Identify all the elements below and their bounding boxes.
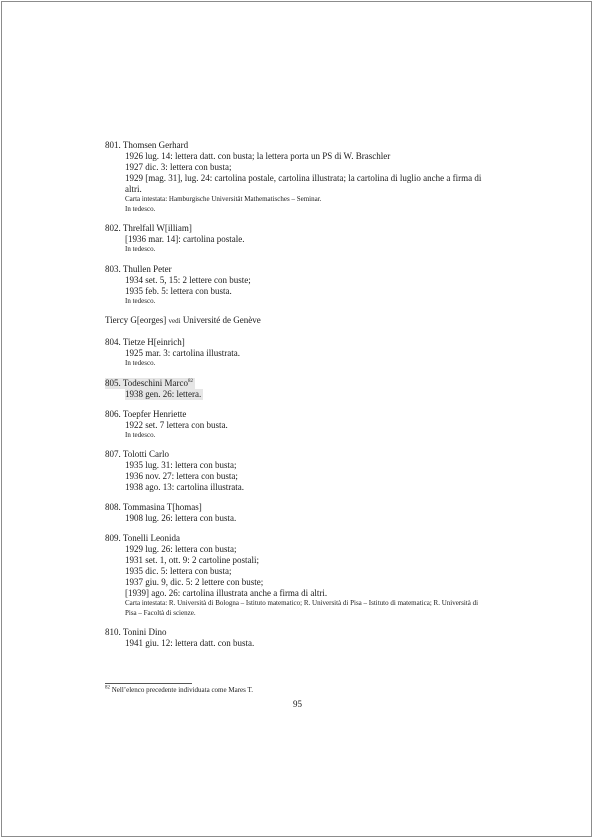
entry-line: 1934 set. 5, 15: 2 lettere con buste; [125, 274, 251, 285]
entry-heading: 805. Todeschini Marco [105, 377, 188, 388]
footnote [105, 686, 253, 695]
entry-line: 1926 lug. 14: lettera datt. con busta; la lettera porta un PS di W. Braschler [125, 151, 391, 161]
entry-note: In tedesco. [125, 296, 156, 305]
entry-heading: 806. Toepfer Henriette [105, 408, 187, 419]
entry-line: 1925 mar. 3: cartolina illustrata. [125, 348, 240, 358]
entry-809 [105, 533, 485, 618]
entry-note: In tedesco. [125, 245, 156, 253]
entry-heading: 802. Threlfall W[illiam] [105, 223, 192, 233]
highlighted-heading [105, 378, 195, 389]
entry-line: 1935 feb. 5: lettera con busta. [125, 285, 232, 296]
entry-line: 1922 set. 7 lettera con busta. [125, 419, 228, 430]
entry-note: In tedesco. [125, 430, 156, 439]
entry-805 [105, 378, 485, 400]
entry-heading: 807. Tolotti Carlo [105, 449, 169, 459]
cross-reference-tiercy [105, 315, 485, 327]
entry-line: 1935 lug. 31: lettera con busta; [125, 460, 237, 470]
entry-heading: 808. Tommasina T[homas] [105, 502, 202, 512]
entry-801 [105, 140, 485, 214]
entry-807 [105, 449, 485, 493]
entry-802 [105, 223, 485, 255]
page-number: 95 [293, 699, 302, 709]
entry-line: 1937 giu. 9, dic. 5: 2 lettere con buste; [125, 577, 264, 587]
footnote-rule [105, 683, 192, 684]
highlighted-line [125, 389, 203, 400]
entry-note: Carta intestata: Hamburgische Universität Mathematisches – Seminar. [125, 195, 322, 203]
entry-note: In tedesco. [125, 204, 156, 213]
entry-note: Carta intestata: R. Università di Bologna – Istituto matematico; R. Università di Pisa – Istituto di matematica; R. Università di Pisa – Facoltà di scienze. [125, 599, 479, 617]
entry-note: In tedesco. [125, 359, 156, 367]
catalog-list [105, 140, 485, 658]
entry-line: [1936 mar. 14]: cartolina postale. [125, 234, 245, 244]
cross-reference-name: Tiercy G[eorges] [105, 315, 167, 325]
entry-heading: 804. Tietze H[einrich] [105, 337, 185, 347]
entry-810 [105, 627, 485, 649]
entry-line: 1908 lug. 26: lettera con busta. [125, 513, 237, 523]
entry-line: 1941 giu. 12: lettera datt. con busta. [125, 638, 255, 648]
footnote-marker: 82 [187, 378, 193, 384]
entry-line: 1927 dic. 3: lettera con busta; [125, 162, 232, 172]
entry-806 [105, 409, 485, 441]
entry-line: 1929 [mag. 31], lug. 24: cartolina postale, cartolina illustrata; la cartolina di luglio anche a firma di altri. [125, 173, 482, 194]
entry-line: 1936 nov. 27: lettera con busta; [125, 471, 238, 481]
entry-heading: 803. Thullen Peter [105, 263, 172, 274]
entry-heading: 809. Tonelli Leonida [105, 533, 180, 543]
footnote-number: 82 [105, 685, 110, 691]
entry-803 [105, 264, 485, 307]
entry-line: [1939] ago. 26: cartolina illustrata anche a firma di altri. [125, 588, 328, 598]
entry-line: 1929 lug. 26: lettera con busta; [125, 544, 237, 554]
entry-heading: 801. Thomsen Gerhard [105, 140, 189, 150]
entry-line: 1935 dic. 5: lettera con busta; [125, 566, 232, 576]
entry-heading: 810. Tonini Dino [105, 627, 167, 637]
footnote-text: Nell’elenco precedente individuata come Mares T. [111, 686, 253, 694]
entry-804 [105, 337, 485, 369]
entry-line: 1931 set. 1, ott. 9: 2 cartoline postali; [125, 555, 259, 565]
entry-line: 1938 ago. 13: cartolina illustrata. [125, 482, 244, 492]
entry-808 [105, 502, 485, 524]
cross-reference [105, 315, 485, 327]
vedi-label: vedi [168, 317, 181, 325]
cross-reference-target: Université de Genève [182, 315, 261, 325]
entry-line: 1938 gen. 26: lettera. [125, 388, 202, 399]
